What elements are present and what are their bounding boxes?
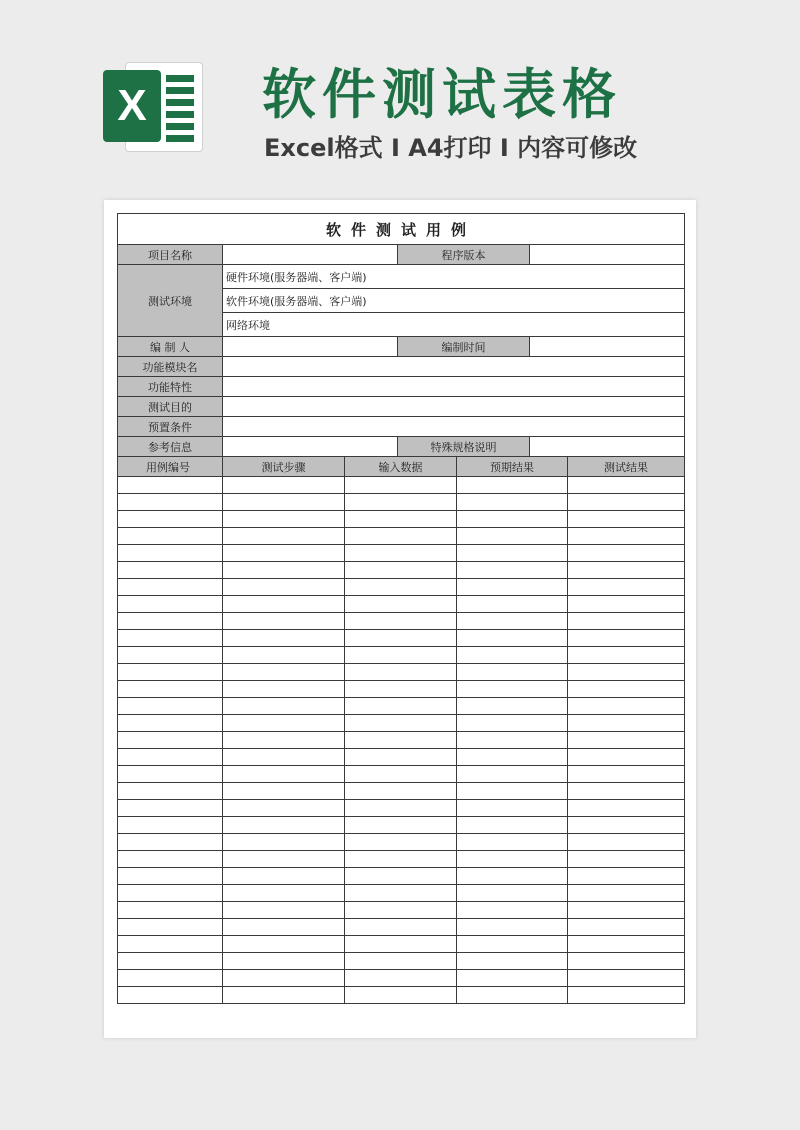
cell-result[interactable] [568,647,685,664]
table-row [118,613,685,630]
cell-result[interactable] [568,987,685,1004]
col-header-case-id: 用例编号 [118,457,223,477]
cell-input[interactable] [345,477,457,494]
table-row [118,681,685,698]
page-header [0,0,800,195]
cell-result[interactable] [568,851,685,868]
cell-input[interactable] [345,936,457,953]
cell-expected[interactable] [457,511,568,528]
cell-case-id[interactable] [118,545,223,562]
cell-input[interactable] [345,528,457,545]
cell-case-id[interactable] [118,766,223,783]
precondition-label: 预置条件 [118,417,223,437]
cell-input[interactable] [345,987,457,1004]
table-row [118,902,685,919]
cell-expected[interactable] [457,681,568,698]
cell-steps[interactable] [223,664,345,681]
table-row [118,664,685,681]
module-label: 功能模块名 [118,357,223,377]
cell-result[interactable] [568,664,685,681]
cell-steps[interactable] [223,698,345,715]
cell-result[interactable] [568,698,685,715]
version-label: 程序版本 [398,245,530,265]
cell-result[interactable] [568,885,685,902]
cell-expected[interactable] [457,698,568,715]
cell-input[interactable] [345,800,457,817]
cell-input[interactable] [345,613,457,630]
cell-expected[interactable] [457,936,568,953]
cell-case-id[interactable] [118,817,223,834]
cell-input[interactable] [345,511,457,528]
cell-input[interactable] [345,902,457,919]
table-row [118,732,685,749]
logo-letter: X [103,70,161,142]
table-row [118,885,685,902]
cell-input[interactable] [345,698,457,715]
table-row [118,800,685,817]
cell-input[interactable] [345,579,457,596]
cell-input[interactable] [345,630,457,647]
cell-case-id[interactable] [118,953,223,970]
cell-expected[interactable] [457,766,568,783]
cell-result[interactable] [568,749,685,766]
cell-case-id[interactable] [118,885,223,902]
purpose-value[interactable] [223,397,685,417]
cell-input[interactable] [345,715,457,732]
table-row [118,698,685,715]
cell-steps[interactable] [223,902,345,919]
cell-expected[interactable] [457,885,568,902]
special-label: 特殊规格说明 [398,437,530,457]
cell-case-id[interactable] [118,664,223,681]
precondition-value[interactable] [223,417,685,437]
cell-result[interactable] [568,732,685,749]
cell-expected[interactable] [457,817,568,834]
env-network[interactable]: 网络环境 [223,313,685,337]
cell-input[interactable] [345,851,457,868]
cell-input[interactable] [345,766,457,783]
table-row [118,936,685,953]
cell-expected[interactable] [457,562,568,579]
cell-expected[interactable] [457,664,568,681]
author-label: 编 制 人 [118,337,223,357]
cell-case-id[interactable] [118,970,223,987]
cell-result[interactable] [568,919,685,936]
table-row [118,987,685,1004]
table-row [118,579,685,596]
cell-input[interactable] [345,681,457,698]
cell-result[interactable] [568,817,685,834]
cell-result[interactable] [568,579,685,596]
cell-input[interactable] [345,596,457,613]
table-row [118,715,685,732]
cell-steps[interactable] [223,834,345,851]
cell-case-id[interactable] [118,477,223,494]
cell-expected[interactable] [457,902,568,919]
table-row [118,630,685,647]
table-row [118,596,685,613]
cell-steps[interactable] [223,715,345,732]
page-subtitle: Excel格式 I A4打印 I 内容可修改 [264,134,638,162]
cell-case-id[interactable] [118,562,223,579]
cell-input[interactable] [345,545,457,562]
cell-case-id[interactable] [118,511,223,528]
reference-value[interactable] [223,437,398,457]
cell-expected[interactable] [457,919,568,936]
table-row [118,970,685,987]
cell-steps[interactable] [223,562,345,579]
cell-input[interactable] [345,953,457,970]
env-label: 测试环境 [118,265,223,337]
cell-steps[interactable] [223,817,345,834]
table-row [118,919,685,936]
table-row [118,749,685,766]
col-header-steps: 测试步骤 [223,457,345,477]
cell-case-id[interactable] [118,698,223,715]
cell-steps[interactable] [223,851,345,868]
cell-steps[interactable] [223,868,345,885]
env-hardware[interactable]: 硬件环境(服务器端、客户端) [223,265,685,289]
cell-expected[interactable] [457,545,568,562]
cell-result[interactable] [568,545,685,562]
cell-result[interactable] [568,766,685,783]
table-row [118,477,685,494]
cell-result[interactable] [568,613,685,630]
cell-expected[interactable] [457,732,568,749]
cell-input[interactable] [345,732,457,749]
cell-input[interactable] [345,834,457,851]
cell-steps[interactable] [223,885,345,902]
cell-result[interactable] [568,783,685,800]
purpose-label: 测试目的 [118,397,223,417]
cell-steps[interactable] [223,766,345,783]
cell-result[interactable] [568,953,685,970]
cell-steps[interactable] [223,579,345,596]
col-header-input: 输入数据 [345,457,457,477]
cell-input[interactable] [345,919,457,936]
cell-result[interactable] [568,800,685,817]
table-row [118,562,685,579]
cell-result[interactable] [568,477,685,494]
page-title: 软件测试表格 [262,63,622,126]
cell-steps[interactable] [223,630,345,647]
cell-steps[interactable] [223,987,345,1004]
cell-case-id[interactable] [118,528,223,545]
cell-steps[interactable] [223,783,345,800]
cell-steps[interactable] [223,494,345,511]
cell-result[interactable] [568,528,685,545]
cell-steps[interactable] [223,800,345,817]
cell-expected[interactable] [457,630,568,647]
cell-case-id[interactable] [118,613,223,630]
cell-result[interactable] [568,596,685,613]
cell-case-id[interactable] [118,494,223,511]
table-row [118,868,685,885]
cell-case-id[interactable] [118,630,223,647]
cell-expected[interactable] [457,851,568,868]
feature-label: 功能特性 [118,377,223,397]
table-row [118,528,685,545]
date-value[interactable] [530,337,685,357]
cell-steps[interactable] [223,732,345,749]
cell-case-id[interactable] [118,868,223,885]
cell-input[interactable] [345,562,457,579]
cell-steps[interactable] [223,511,345,528]
cell-result[interactable] [568,715,685,732]
cell-case-id[interactable] [118,732,223,749]
table-row [118,766,685,783]
cell-steps[interactable] [223,596,345,613]
cell-input[interactable] [345,647,457,664]
special-value[interactable] [530,437,685,457]
cell-case-id[interactable] [118,987,223,1004]
cell-case-id[interactable] [118,919,223,936]
cell-steps[interactable] [223,919,345,936]
cell-expected[interactable] [457,613,568,630]
cell-input[interactable] [345,868,457,885]
cell-input[interactable] [345,783,457,800]
table-row [118,647,685,664]
cell-steps[interactable] [223,749,345,766]
table-row [118,494,685,511]
cell-expected[interactable] [457,987,568,1004]
test-case-table [117,213,685,1004]
table-row [118,817,685,834]
cell-expected[interactable] [457,647,568,664]
table-row [118,545,685,562]
cell-result[interactable] [568,868,685,885]
cell-steps[interactable] [223,613,345,630]
cell-case-id[interactable] [118,800,223,817]
table-row [118,834,685,851]
cell-case-id[interactable] [118,783,223,800]
project-name-value[interactable] [223,245,398,265]
cell-case-id[interactable] [118,834,223,851]
cell-case-id[interactable] [118,902,223,919]
cell-result[interactable] [568,630,685,647]
date-label: 编制时间 [398,337,530,357]
cell-steps[interactable] [223,936,345,953]
cell-case-id[interactable] [118,647,223,664]
cell-expected[interactable] [457,494,568,511]
cell-case-id[interactable] [118,579,223,596]
cell-result[interactable] [568,936,685,953]
col-header-result: 测试结果 [568,457,685,477]
cell-input[interactable] [345,664,457,681]
table-row [118,953,685,970]
cell-expected[interactable] [457,715,568,732]
cell-expected[interactable] [457,834,568,851]
cell-expected[interactable] [457,749,568,766]
cell-expected[interactable] [457,528,568,545]
cell-result[interactable] [568,970,685,987]
author-value[interactable] [223,337,398,357]
cell-expected[interactable] [457,477,568,494]
cell-steps[interactable] [223,953,345,970]
cell-steps[interactable] [223,545,345,562]
cell-result[interactable] [568,902,685,919]
cell-steps[interactable] [223,647,345,664]
table-row [118,851,685,868]
cell-input[interactable] [345,970,457,987]
env-software[interactable]: 软件环境(服务器端、客户端) [223,289,685,313]
cell-steps[interactable] [223,477,345,494]
cell-result[interactable] [568,494,685,511]
cell-result[interactable] [568,511,685,528]
cell-case-id[interactable] [118,596,223,613]
cell-case-id[interactable] [118,681,223,698]
module-value[interactable] [223,357,685,377]
feature-value[interactable] [223,377,685,397]
cell-expected[interactable] [457,596,568,613]
project-name-label: 项目名称 [118,245,223,265]
cell-steps[interactable] [223,528,345,545]
excel-logo-icon [103,56,203,156]
cell-expected[interactable] [457,970,568,987]
cell-input[interactable] [345,817,457,834]
table-row [118,511,685,528]
cell-case-id[interactable] [118,715,223,732]
version-value[interactable] [530,245,685,265]
cell-expected[interactable] [457,579,568,596]
cell-case-id[interactable] [118,936,223,953]
cell-case-id[interactable] [118,851,223,868]
cell-input[interactable] [345,749,457,766]
document-paper [104,200,696,1038]
cell-expected[interactable] [457,800,568,817]
col-header-expected: 预期结果 [457,457,568,477]
cell-case-id[interactable] [118,749,223,766]
cell-input[interactable] [345,885,457,902]
cell-expected[interactable] [457,868,568,885]
cell-input[interactable] [345,494,457,511]
cell-result[interactable] [568,562,685,579]
sheet-title: 软件测试用例 [118,214,685,245]
cell-expected[interactable] [457,953,568,970]
reference-label: 参考信息 [118,437,223,457]
cell-result[interactable] [568,681,685,698]
table-row [118,783,685,800]
cell-steps[interactable] [223,681,345,698]
cell-steps[interactable] [223,970,345,987]
cell-result[interactable] [568,834,685,851]
cell-expected[interactable] [457,783,568,800]
